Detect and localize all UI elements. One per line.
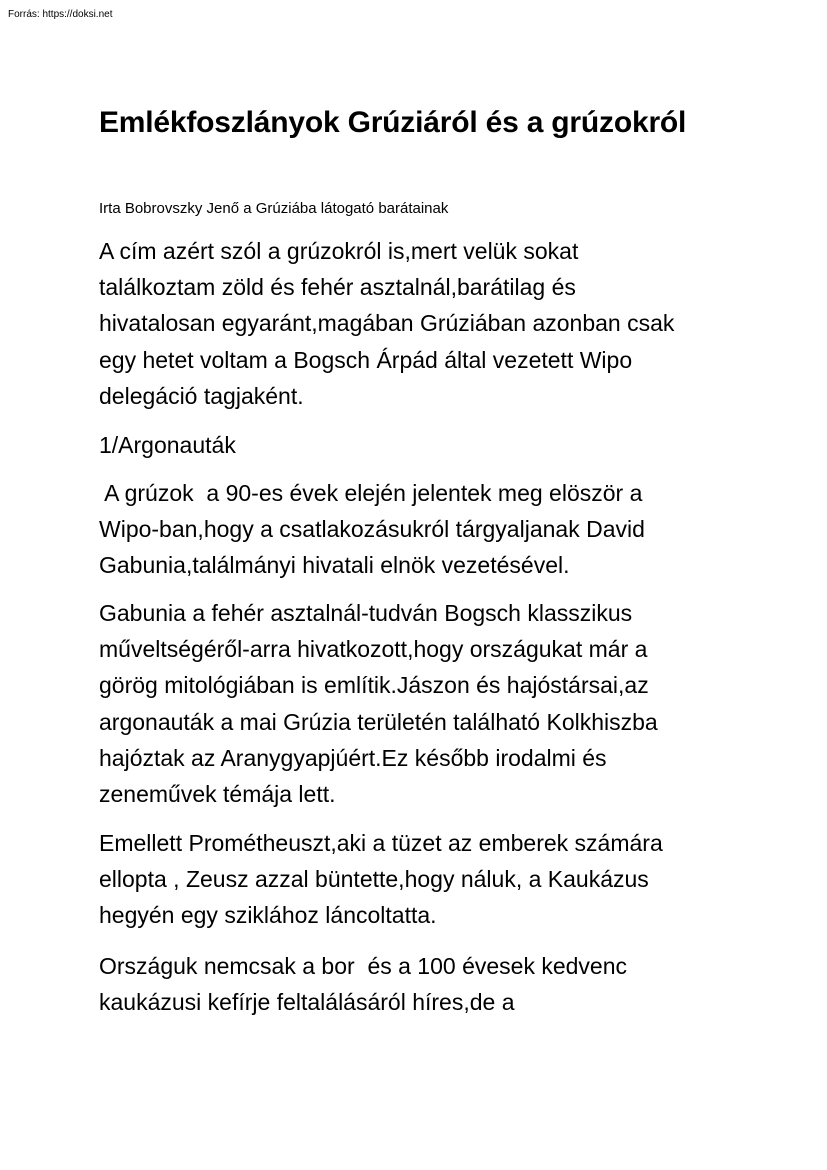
paragraph-prometheusz bbox=[99, 825, 663, 934]
text-line: Wipo-ban,hogy a csatlakozásukról tárgyaljanak David bbox=[99, 516, 645, 543]
text-line: Emellett Prométheuszt,aki a tüzet az emberek számára bbox=[99, 830, 663, 856]
paragraph-orszaguk bbox=[99, 948, 627, 1020]
text-line: delegáció tagjaként. bbox=[99, 382, 304, 409]
source-note: Forrás: https://doksi.net bbox=[8, 9, 113, 20]
text-line: egy hetet voltam a Bogsch Árpád által vezetett Wipo bbox=[99, 346, 633, 373]
section-heading bbox=[99, 427, 236, 463]
text-line: ellopta , Zeusz azzal büntette,hogy náluk, a Kaukázus bbox=[99, 866, 649, 893]
text-line: Gabunia a fehér asztalnál-tudván Bogsch klasszikus bbox=[99, 600, 633, 626]
document-title: Emlékfoszlányok Grúziáról és a grúzokról bbox=[99, 106, 687, 139]
byline: Irta Bobrovszky Jenő a Grúziába látogató barátainak bbox=[99, 200, 449, 217]
text-line: argonauták a mai Grúzia területén található Kolkhiszba bbox=[99, 708, 658, 735]
text-line: A cím azért szól a grúzokról is,mert velük sokat bbox=[99, 238, 579, 264]
text-line: kaukázusi kefírje feltalálásáról híres,de a bbox=[99, 989, 515, 1016]
text-line: hegyén egy sziklához láncoltatta. bbox=[99, 902, 437, 929]
text-line: találkoztam zöld és fehér asztalnál,barátilag és bbox=[99, 274, 576, 301]
text-line: hajóztak az Aranygyapjúért.Ez később irodalmi és bbox=[99, 744, 607, 771]
paragraph-grúzok bbox=[99, 475, 645, 584]
text-line: görög mitológiában is említik.Jászon és hajóstársai,az bbox=[99, 672, 649, 699]
text-line: hivatalosan egyaránt,magában Grúziában azonban csak bbox=[99, 310, 675, 337]
paragraph-gabunia bbox=[99, 595, 658, 812]
text-line: műveltségéről-arra hivatkozott,hogy országukat már a bbox=[99, 636, 648, 663]
text-line: Országuk nemcsak a bor és a 100 évesek kedvenc bbox=[99, 953, 628, 979]
text-line: 1/Argonauták bbox=[99, 432, 236, 458]
text-line: Gabunia,találmányi hivatali elnök vezetésével. bbox=[99, 552, 570, 579]
paragraph-intro bbox=[99, 233, 674, 414]
text-line: A grúzok a 90-es évek elején jelentek meg elöször a bbox=[99, 480, 643, 506]
text-line: zeneművek témája lett. bbox=[99, 781, 336, 808]
